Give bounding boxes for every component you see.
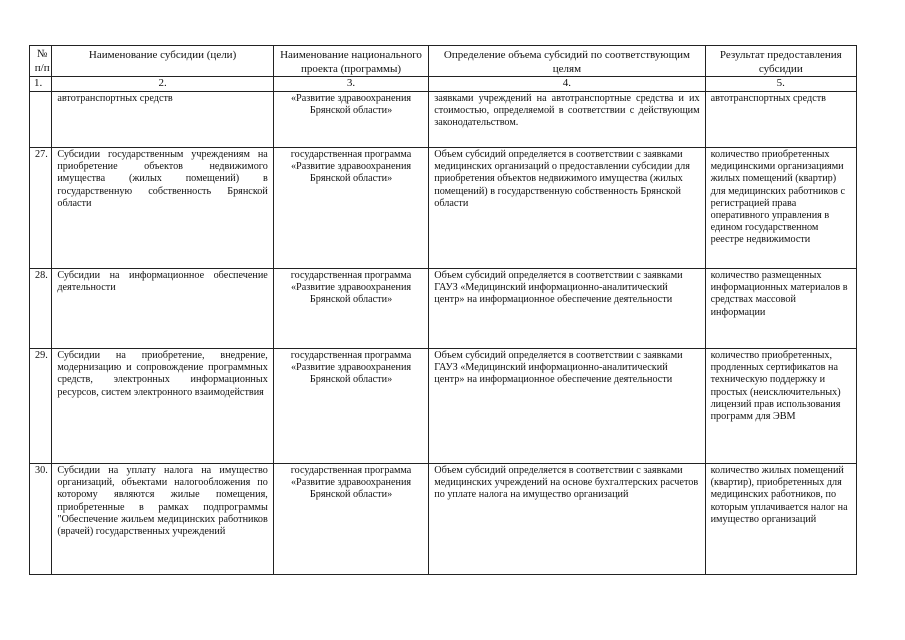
cell-name: Субсидии государственным учреждениям на приобретение объектов недвижимого имущества (жилых помещений) в государственную собственность Брянской области — [52, 148, 273, 269]
table-row-continuation — [30, 92, 857, 148]
column-number-row — [30, 77, 857, 92]
cell-project: «Развитие здравоохранения Брянской области» — [273, 92, 428, 148]
cell-project: государственная программа «Развитие здравоохранения Брянской области» — [273, 269, 428, 349]
column-number: 4. — [429, 77, 705, 92]
table-row — [30, 269, 857, 349]
cell-result: количество жилых помещений (квартир), приобретенных для медицинских работников, по которым уплачивается налог на имущество организаций — [705, 464, 856, 575]
cell-project: государственная программа «Развитие здравоохранения Брянской области» — [273, 349, 428, 464]
table-header-row — [30, 46, 857, 77]
cell-name: Субсидии на информационное обеспечение деятельности — [52, 269, 273, 349]
subsidies-table — [29, 45, 857, 575]
cell-num: 27. — [30, 148, 52, 269]
cell-definition: Объем субсидий определяется в соответствии с заявками медицинских организаций о предоставлении субсидии для приобретения объектов недвижимого имущества (жилых помещений) в государственную собственность Брянской области — [429, 148, 705, 269]
header-num: № п/п — [30, 46, 52, 77]
cell-definition: заявками учреждений на автотранспортные средства и их стоимостью, определяемой в соответствии с действующим законодательством. — [429, 92, 705, 148]
column-number: 2. — [52, 77, 273, 92]
cell-name: автотранспортных средств — [52, 92, 273, 148]
document-page — [29, 45, 857, 575]
cell-num: 30. — [30, 464, 52, 575]
header-project: Наименование национального проекта (программы) — [273, 46, 428, 77]
column-number: 1. — [30, 77, 52, 92]
cell-name: Субсидии на уплату налога на имущество организаций, объектами налогообложения по которому являются жилые помещения, приобретенные в рамках подпрограммы "Обеспечение жильем медицинских работников (врачей) государственных учреждений — [52, 464, 273, 575]
cell-num: 28. — [30, 269, 52, 349]
cell-definition: Объем субсидий определяется в соответствии с заявками медицинских учреждений на основе бухгалтерских расчетов по уплате налога на имущество организаций — [429, 464, 705, 575]
table-row — [30, 349, 857, 464]
cell-project: государственная программа «Развитие здравоохранения Брянской области» — [273, 148, 428, 269]
cell-result: количество размещенных информационных материалов в средствах массовой информации — [705, 269, 856, 349]
header-name: Наименование субсидии (цели) — [52, 46, 273, 77]
column-number: 5. — [705, 77, 856, 92]
cell-num — [30, 92, 52, 148]
cell-result: автотранспортных средств — [705, 92, 856, 148]
table-row — [30, 464, 857, 575]
cell-definition: Объем субсидий определяется в соответствии с заявками ГАУЗ «Медицинский информационно-аналитический центр» на информационное обеспечение деятельности — [429, 349, 705, 464]
cell-result: количество приобретенных, продленных сертификатов на техническую поддержку и простых (неисключительных) лицензий прав использования программ для ЭВМ — [705, 349, 856, 464]
cell-result: количество приобретенных медицинскими организациями жилых помещений (квартир) для медицинских работников с регистрацией права оперативного управления в едином государственном реестре недвижимости — [705, 148, 856, 269]
cell-name: Субсидии на приобретение, внедрение, модернизацию и сопровождение программных средств, электронных информационных ресурсов, систем электронного взаимодействия — [52, 349, 273, 464]
cell-definition: Объем субсидий определяется в соответствии с заявками ГАУЗ «Медицинский информационно-аналитический центр» на информационное обеспечение деятельности — [429, 269, 705, 349]
cell-num: 29. — [30, 349, 52, 464]
header-definition: Определение объема субсидий по соответствующим целям — [429, 46, 705, 77]
cell-project: государственная программа «Развитие здравоохранения Брянской области» — [273, 464, 428, 575]
header-result: Результат предоставления субсидии — [705, 46, 856, 77]
table-row — [30, 148, 857, 269]
column-number: 3. — [273, 77, 428, 92]
